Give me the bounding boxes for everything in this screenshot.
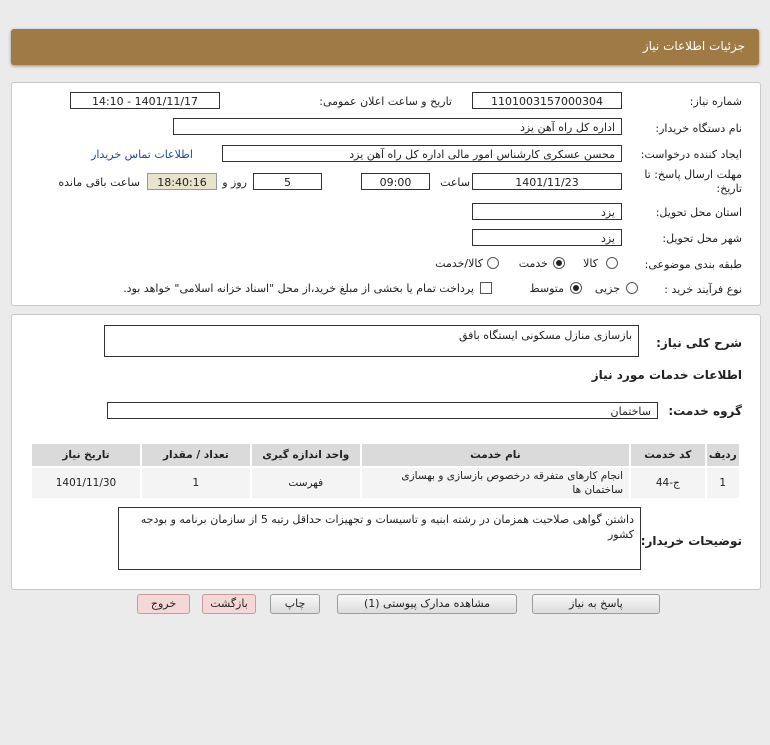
exit-button[interactable]: خروج	[137, 594, 190, 614]
days-label: روز و	[222, 176, 247, 189]
buyer-contact-link[interactable]: اطلاعات تماس خریدار	[91, 148, 193, 161]
province-field: یزد	[472, 203, 622, 220]
services-title: اطلاعات خدمات مورد نیاز	[591, 368, 742, 382]
cell-qty: 1	[141, 467, 251, 499]
col-date-header: تاریخ نیاز	[31, 443, 141, 467]
deadline-label-2: تاریخ:	[716, 182, 742, 195]
deadline-label: مهلت ارسال پاسخ: تا	[644, 168, 742, 181]
city-label: شهر محل تحویل:	[662, 232, 742, 245]
deadline-time-label: ساعت	[440, 176, 470, 189]
col-code-header: کد خدمت	[630, 443, 705, 467]
col-row-header: ردیف	[706, 443, 740, 467]
cell-name: انجام کارهای متفرقه درخصوص بازسازی و بهسازی ساختمان ها	[361, 467, 630, 499]
province-label: استان محل تحویل:	[655, 206, 742, 219]
announce-field: 1401/11/17 - 14:10	[70, 92, 220, 109]
category-service-radio[interactable]	[553, 257, 565, 269]
summary-text: بازسازی منازل مسکونی ایستگاه بافق	[458, 329, 632, 342]
buyer-notes-label: توضیحات خریدار:	[640, 534, 742, 548]
summary-label: شرح کلی نیاز:	[656, 336, 742, 350]
category-goods-radio[interactable]	[606, 257, 618, 269]
buyer-org-label: نام دستگاه خریدار:	[655, 122, 742, 135]
page-title: جزئیات اطلاعات نیاز	[642, 39, 745, 53]
process-medium-radio[interactable]	[570, 282, 582, 294]
service-group-field: ساختمان	[107, 402, 658, 419]
table-row	[31, 467, 740, 499]
city-field: یزد	[472, 229, 622, 246]
remaining-label: ساعت باقی مانده	[58, 176, 140, 189]
remaining-time-field: 18:40:16	[147, 173, 217, 190]
creator-label: ایجاد کننده درخواست:	[640, 148, 742, 161]
category-goods-label: کالا	[583, 257, 598, 270]
process-medium-label: متوسط	[529, 282, 564, 295]
summary-field	[104, 325, 639, 357]
reply-button[interactable]: پاسخ به نیاز	[532, 594, 660, 614]
creator-field: محسن عسکری کارشناس امور مالی اداره کل راه آهن یزد	[222, 145, 622, 162]
buyer-notes-text: داشتن گواهی صلاحیت همزمان در رشته ابنیه و تاسیسات و تجهیزات حداقل رتبه 5 از سازمان برنامه و بودجه کشور	[140, 513, 634, 541]
treasury-checkbox[interactable]	[480, 282, 492, 294]
services-table	[30, 442, 741, 500]
category-both-label: کالا/خدمت	[435, 257, 483, 270]
days-field: 5	[253, 173, 322, 190]
cell-code: ج-44	[630, 467, 705, 499]
process-minor-label: جزیی	[594, 282, 620, 295]
process-label: نوع فرآیند خرید :	[664, 283, 742, 296]
process-minor-radio[interactable]	[626, 282, 638, 294]
col-qty-header: تعداد / مقدار	[141, 443, 251, 467]
announce-label: تاریخ و ساعت اعلان عمومی:	[319, 95, 452, 108]
cell-date: 1401/11/30	[31, 467, 141, 499]
col-name-header: نام خدمت	[361, 443, 630, 467]
back-button[interactable]: بازگشت	[202, 594, 256, 614]
cell-unit: فهرست	[251, 467, 361, 499]
view-docs-button[interactable]: مشاهده مدارک پیوستی (1)	[337, 594, 517, 614]
print-button[interactable]: چاپ	[270, 594, 320, 614]
need-info-panel	[11, 82, 761, 306]
col-unit-header: واحد اندازه گیری	[251, 443, 361, 467]
need-number-label: شماره نیاز:	[689, 95, 742, 108]
service-group-label: گروه خدمت:	[668, 404, 742, 418]
category-both-radio[interactable]	[487, 257, 499, 269]
deadline-date-field: 1401/11/23	[472, 173, 622, 190]
buyer-org-field: اداره کل راه آهن یزد	[173, 118, 622, 135]
cell-row: 1	[706, 467, 740, 499]
page-header	[11, 29, 759, 65]
treasury-text: پرداخت تمام یا بخشی از مبلغ خرید،از محل "اسناد خزانه اسلامی" خواهد بود.	[123, 282, 474, 295]
category-label: طبقه بندی موضوعی:	[644, 258, 742, 271]
table-header-row	[31, 443, 740, 467]
category-service-label: خدمت	[518, 257, 548, 270]
buyer-notes-field	[118, 507, 641, 570]
deadline-time-field: 09:00	[361, 173, 430, 190]
need-number-field: 1101003157000304	[472, 92, 622, 109]
